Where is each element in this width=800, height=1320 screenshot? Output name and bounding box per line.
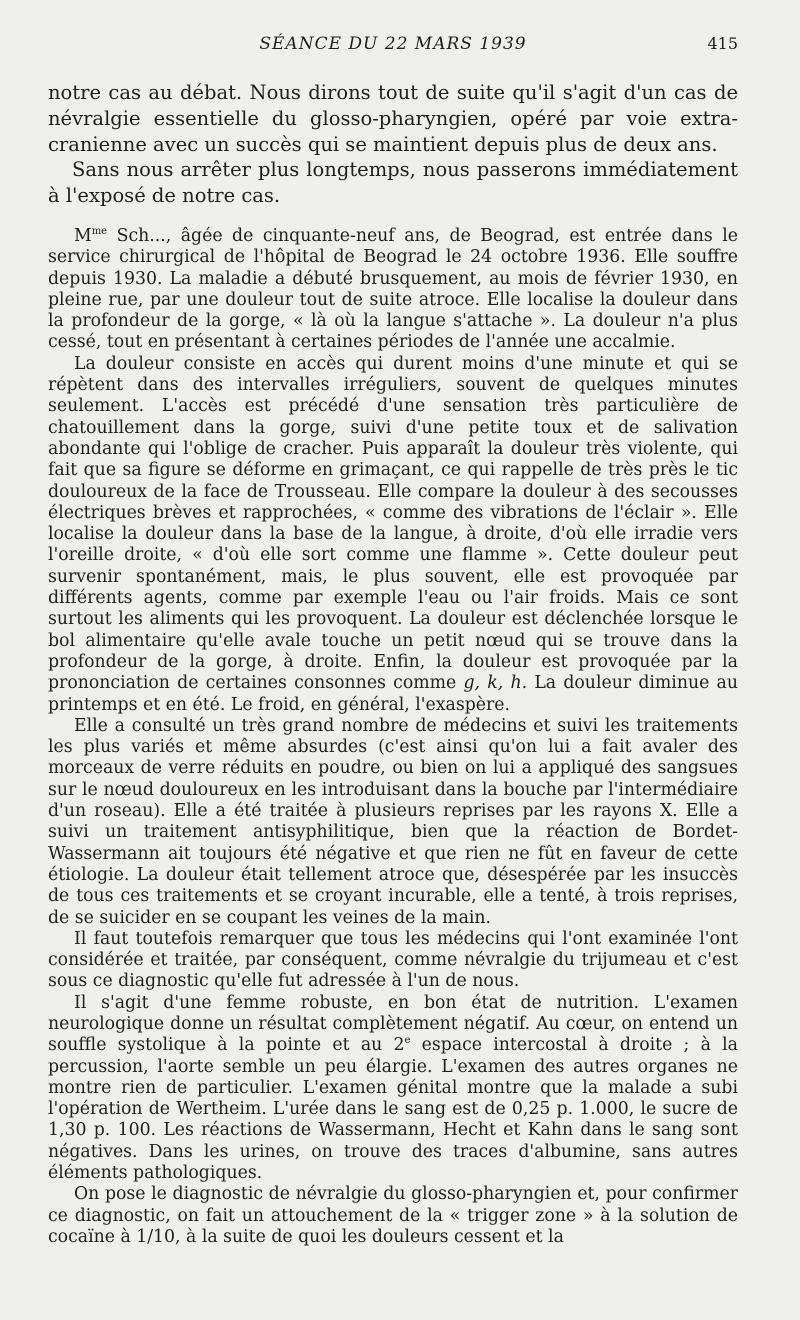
case-paragraph-5-text-b: espace intercostal à droite ; à la percussion, l'aorte semble un peu élargie. L'examen des autres organes ne montre rien de particulier. L'examen génital montre que la malade a subi l'opération de Wertheim. L'urée dans le sang est de 0,25 p. 1.000, le sucre de 1,30 p. 100. Les réactions de Wassermann, Hecht et Kahn dans le sang sont négatives. Dans les urines, on trouve des traces d'albumine, sans autres éléments pathologiques.	[48, 1035, 738, 1184]
case-paragraph-4: Il faut toutefois remarquer que tous les médecins qui l'ont examinée l'ont considérée et traitée, par conséquent, comme névralgie du trijumeau et c'est sous ce diagnostic qu'elle fut adressée à l'un de nous.	[48, 928, 738, 992]
case-paragraph-2-end: La douleur diminue au printemps et en été. Le froid, en général, l'exaspère.	[48, 673, 738, 715]
running-title: SÉANCE DU 22 MARS 1939	[259, 34, 527, 54]
honorific: M	[74, 226, 92, 246]
consonants: g, k, h.	[463, 673, 528, 694]
case-paragraph-5-text-a: Il s'agit d'une femme robuste, en bon état de nutrition. L'examen neurologique donne un résultat complètement négatif. Au cœur, on entend un souffle systolique à la pointe et au 2	[48, 992, 738, 1056]
page-number: 415	[707, 34, 738, 53]
case-paragraph-5	[48, 993, 738, 1185]
intro-paragraph-1: notre cas au débat. Nous dirons tout de suite qu'il s'agit d'un cas de névralgie essentielle du glosso-pharyngien, opéré par voie extra-cranienne avec un succès qui se maintient depuis plus de deux ans.	[48, 81, 738, 156]
intro-paragraph-2: Sans nous arrêter plus longtemps, nous passerons immédiatement à l'exposé de notre cas.	[48, 158, 738, 208]
case-paragraph-3: Elle a consulté un très grand nombre de médecins et suivi les traitements les plus variés et même absurdes (c'est ainsi qu'on lui a fait avaler des morceaux de verre réduits en poudre, ou bien on lui a appliqué des sangsues sur le nœud douloureux en les introduisant dans la bouche par l'intermédiaire d'un roseau). Elle a été traitée à plusieurs reprises par les rayons X. Elle a suivi un traitement antisyphilitique, bien que la réaction de Bordet-Wassermann ait toujours été négative et que rien ne fût en faveur de cette étiologie. La douleur était tellement atroce que, désespérée par les insuccès de tous ces traitements et se croyant incurable, elle a tenté, à trois reprises, de se suicider en se coupant les veines de la main.	[48, 715, 738, 928]
ordinal-superscript: e	[404, 1035, 411, 1047]
case-paragraph-1-text: Sch..., âgée de cinquante-neuf ans, de Beograd, est entrée dans le service chirurgical de l'hôpital de Beograd le 24 octobre 1936. Elle souffre depuis 1930. La maladie a débuté brusquement, au mois de février 1930, en pleine rue, par une douleur tout de suite atroce. Elle localise la douleur dans la profondeur de la gorge, « là où la langue s'attache ». La douleur n'a plus cessé, tout en présentant à certaines périodes de l'année une accalmie.	[48, 226, 738, 353]
case-report-section	[48, 226, 738, 1248]
intro-section	[48, 80, 738, 209]
case-paragraph-2-text: La douleur consiste en accès qui durent moins d'une minute et qui se répètent dans des intervalles irréguliers, souvent de quelques minutes seulement. L'accès est précédé d'une sensation très particulière de chatouillement dans la gorge, suivi d'une petite toux et de salivation abondante qui l'oblige de cracher. Puis apparaît la douleur très violente, qui fait que sa figure se déforme en grimaçant, ce qui rappelle de très près le tic douloureux de la face de Trousseau. Elle compare la douleur à des secousses électriques brèves et rapprochées, « comme des vibrations de l'éclair ». Elle localise la douleur dans la base de la langue, à droite, d'où elle irradie vers l'oreille droite, « d'où elle sort comme une flamme ». Cette douleur peut survenir spontanément, mais, le plus souvent, elle est provoquée par différents agents, comme par exemple l'eau ou l'air froids. Mais ce sont surtout les aliments qui les provoquent. La douleur est déclenchée lorsque le bol alimentaire qu'elle avale touche un petit nœud qui se trouve dans la profondeur de la gorge, à droite. Enfin, la douleur est provoquée par la prononciation de certaines consonnes comme	[48, 353, 738, 694]
case-paragraph-6: On pose le diagnostic de névralgie du glosso-pharyngien et, pour confirmer ce diagnostic, on fait un attouchement de la « trigger zone » à la solution de cocaïne à 1/10, à la suite de quoi les douleurs cessent et la	[48, 1184, 738, 1247]
case-paragraph-1	[48, 226, 738, 354]
honorific-superscript: me	[91, 226, 108, 238]
page-header	[48, 34, 738, 58]
case-paragraph-2	[48, 354, 738, 716]
